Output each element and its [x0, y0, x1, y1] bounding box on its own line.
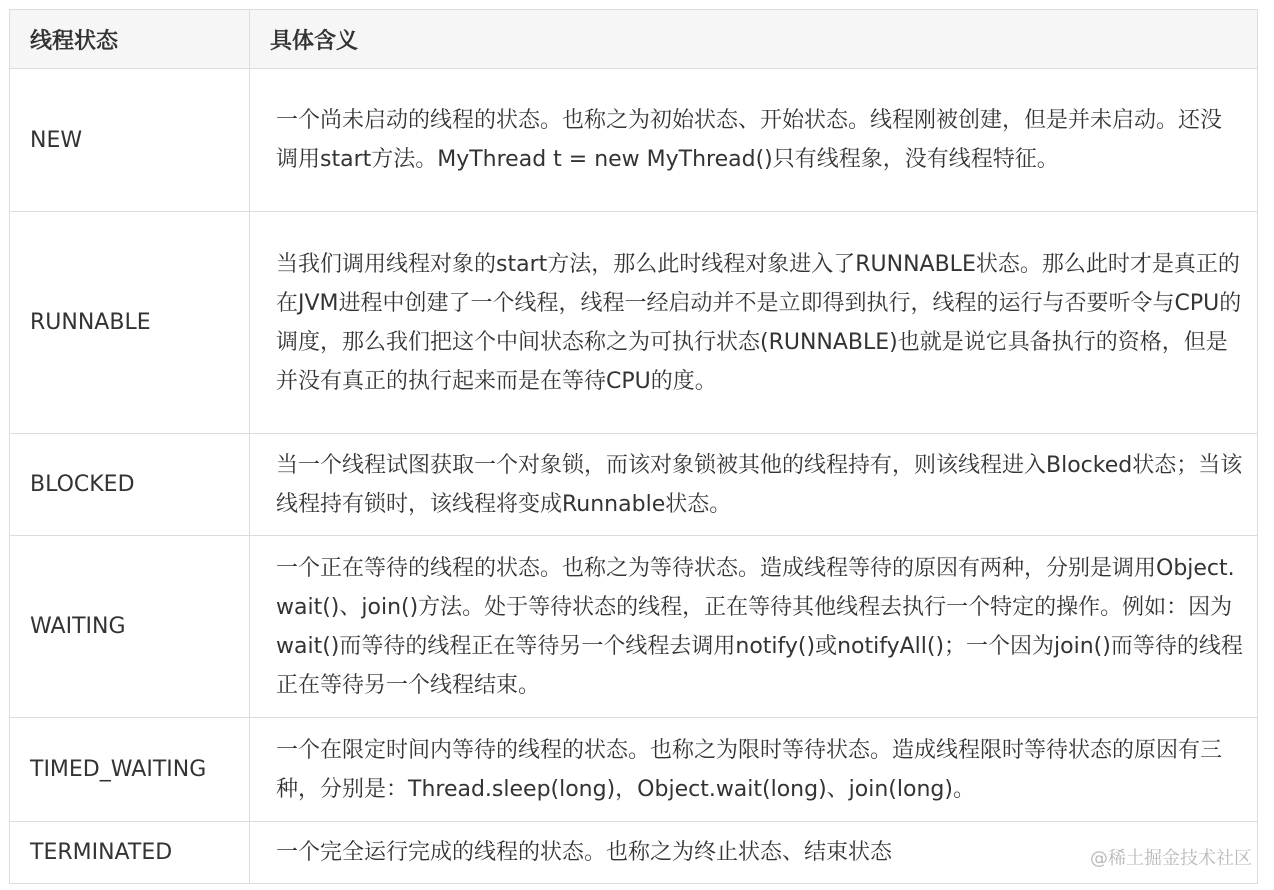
table-row-timed-waiting — [10, 718, 1258, 822]
table-header-row — [10, 10, 1258, 69]
header-meaning: 具体含义 — [250, 10, 1258, 69]
header-thread-state: 线程状态 — [10, 10, 250, 69]
state-description-cell: 一个正在等待的线程的状态。也称之为等待状态。造成线程等待的原因有两种，分别是调用Object.wait()、join()方法。处于等待状态的线程，正在等待其他线程去执行一个特定的操作。例如：因为wait()而等待的线程正在等待另一个线程去调用notify()或notifyAll()；一个因为join()而等待的线程正在等待另一个线程结束。 — [250, 536, 1258, 718]
table-row-blocked — [10, 434, 1258, 536]
state-name-cell: TIMED_WAITING — [10, 718, 250, 822]
table-row-new — [10, 69, 1258, 212]
state-description-cell: 一个在限定时间内等待的线程的状态。也称之为限时等待状态。造成线程限时等待状态的原因有三种，分别是：Thread.sleep(long)，Object.wait(long)、join(long)。 — [250, 718, 1258, 822]
watermark: @稀土掘金技术社区 — [1090, 848, 1252, 869]
state-description-cell: 一个尚未启动的线程的状态。也称之为初始状态、开始状态。线程刚被创建，但是并未启动。还没调用start方法。MyThread t = new MyThread()只有线程象，没有线程特征。 — [250, 69, 1258, 212]
state-name-cell: WAITING — [10, 536, 250, 718]
table-row-waiting — [10, 536, 1258, 718]
thread-state-table — [9, 9, 1258, 884]
state-name-cell: BLOCKED — [10, 434, 250, 536]
state-description-cell: 当一个线程试图获取一个对象锁，而该对象锁被其他的线程持有，则该线程进入Blocked状态；当该线程持有锁时，该线程将变成Runnable状态。 — [250, 434, 1258, 536]
table-row-terminated — [10, 822, 1258, 884]
state-description-cell: 当我们调用线程对象的start方法，那么此时线程对象进入了RUNNABLE状态。那么此时才是真正的在JVM进程中创建了一个线程，线程一经启动并不是立即得到执行，线程的运行与否要听令与CPU的调度，那么我们把这个中间状态称之为可执行状态(RUNNABLE)也就是说它具备执行的资格，但是并没有真正的执行起来而是在等待CPU的度。 — [250, 212, 1258, 434]
table-row-runnable — [10, 212, 1258, 434]
state-description-cell: 一个完全运行完成的线程的状态。也称之为终止状态、结束状态 — [250, 822, 1258, 884]
state-name-cell: TERMINATED — [10, 822, 250, 884]
state-name-cell: NEW — [10, 69, 250, 212]
state-name-cell: RUNNABLE — [10, 212, 250, 434]
